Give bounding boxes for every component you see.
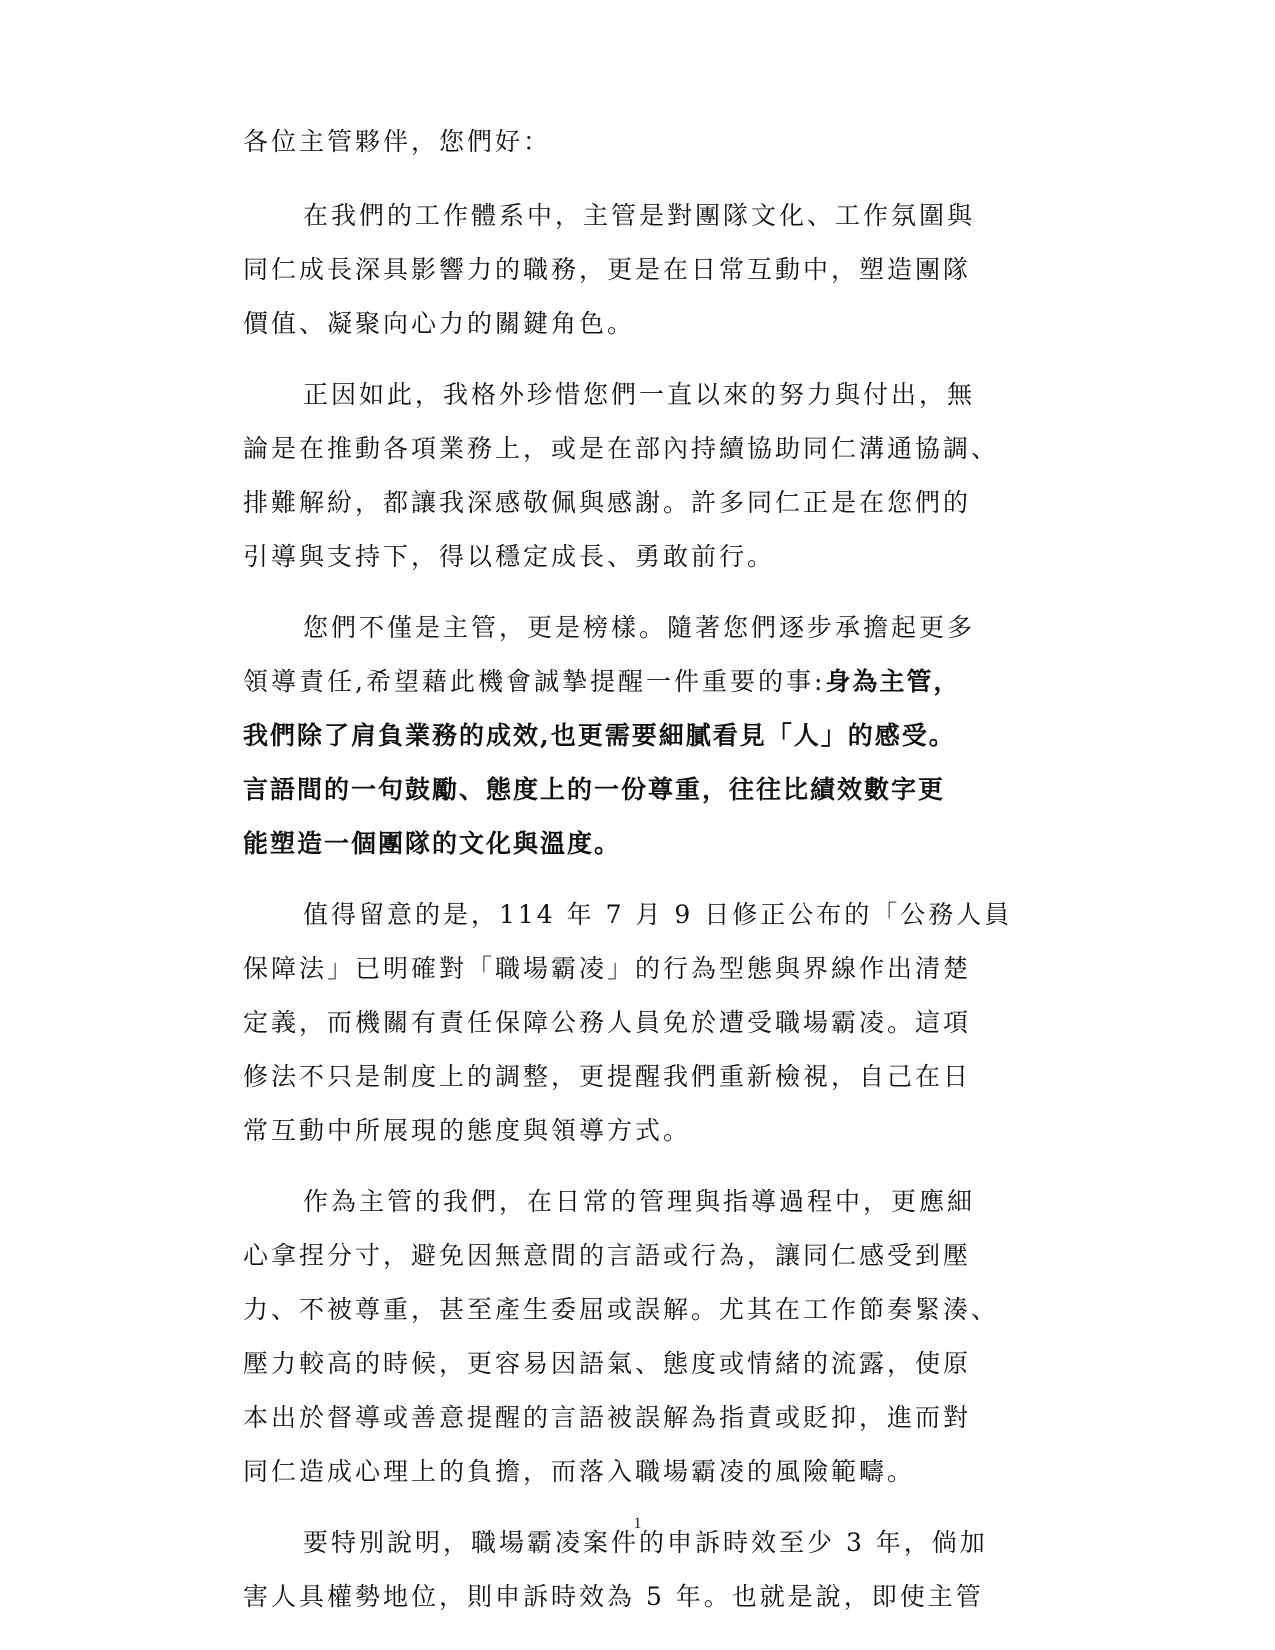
- text-line: 常互動中所展現的態度與領導方式。: [243, 1116, 692, 1145]
- letter-body: [243, 127, 1043, 1641]
- text-line: 壓力較高的時候，更容易因語氣、態度或情緒的流露，使原: [243, 1349, 972, 1378]
- paragraph-management-caution: [243, 1175, 1043, 1499]
- letter-greeting: 各位主管夥伴，您們好：: [243, 127, 552, 156]
- text-line: [243, 655, 1043, 709]
- text-line: 同仁造成心理上的負擔，而落入職場霸凌的風險範疇。: [243, 1457, 916, 1486]
- text-line: 力、不被尊重，甚至產生委屈或誤解。尤其在工作節奏緊湊、: [243, 1295, 1000, 1324]
- text-line: 保障法」已明確對「職場霸凌」的行為型態與界線作出清楚: [243, 954, 972, 983]
- text-line: 害人具權勢地位，則申訴時效為 5 年。也就是說，即使主管: [243, 1582, 984, 1611]
- text-line: 本出於督導或善意提醒的言語被誤解為指責或貶抑，進而對: [243, 1403, 972, 1432]
- text-line: 價值、凝聚向心力的關鍵角色。: [243, 309, 636, 338]
- text-line: 心拿捏分寸，避免因無意間的言語或行為，讓同仁感受到壓: [243, 1241, 972, 1270]
- text-line: 同仁成長深具影響力的職務，更是在日常互動中，塑造團隊: [243, 255, 972, 284]
- paragraph-law-amendment: [243, 888, 1043, 1158]
- text-line: 您們不僅是主管，更是榜樣。隨著您們逐步承擔起更多: [303, 613, 976, 642]
- emphasis-text: 身為主管，: [825, 667, 961, 696]
- text-line: 定義，而機關有責任保障公務人員免於遭受職場霸凌。這項: [243, 1008, 972, 1037]
- emphasis-line: 我們除了肩負業務的成效,也更需要細膩看見「人」的感受。: [243, 721, 956, 750]
- page-number: 1: [633, 1515, 642, 1532]
- text-line: 正因如此，我格外珍惜您們一直以來的努力與付出，無: [303, 380, 976, 409]
- paragraph-role-of-supervisors: [243, 189, 1043, 351]
- text-line: 論是在推動各項業務上，或是在部內持續協助同仁溝通協調、: [243, 434, 1000, 463]
- text-line: 值得留意的是，114 年 7 月 9 日修正公布的「公務人員: [303, 900, 1013, 929]
- text-line: 在我們的工作體系中，主管是對團隊文化、工作氛圍與: [303, 201, 976, 230]
- emphasis-line: 言語間的一句鼓勵、態度上的一份尊重，往往比績效數字更: [243, 775, 946, 804]
- text-line: 排難解紛，都讓我深感敬佩與感謝。許多同仁正是在您們的: [243, 488, 972, 517]
- text-line: 引導與支持下，得以穩定成長、勇敢前行。: [243, 542, 776, 571]
- text-line: 作為主管的我們，在日常的管理與指導過程中，更應細: [303, 1187, 976, 1216]
- paragraph-appreciation: [243, 368, 1043, 584]
- text-line: 要特別說明，職場霸凌案件的申訴時效至少 3 年，倘加: [303, 1528, 988, 1557]
- emphasis-line: 能塑造一個團隊的文化與溫度。: [243, 829, 622, 858]
- paragraph-role-model-reminder: [243, 601, 1043, 871]
- text-segment: 領導責任,希望藉此機會誠摯提醒一件重要的事:: [243, 667, 826, 696]
- text-line: 修法不只是制度上的調整，更提醒我們重新檢視，自己在日: [243, 1062, 972, 1091]
